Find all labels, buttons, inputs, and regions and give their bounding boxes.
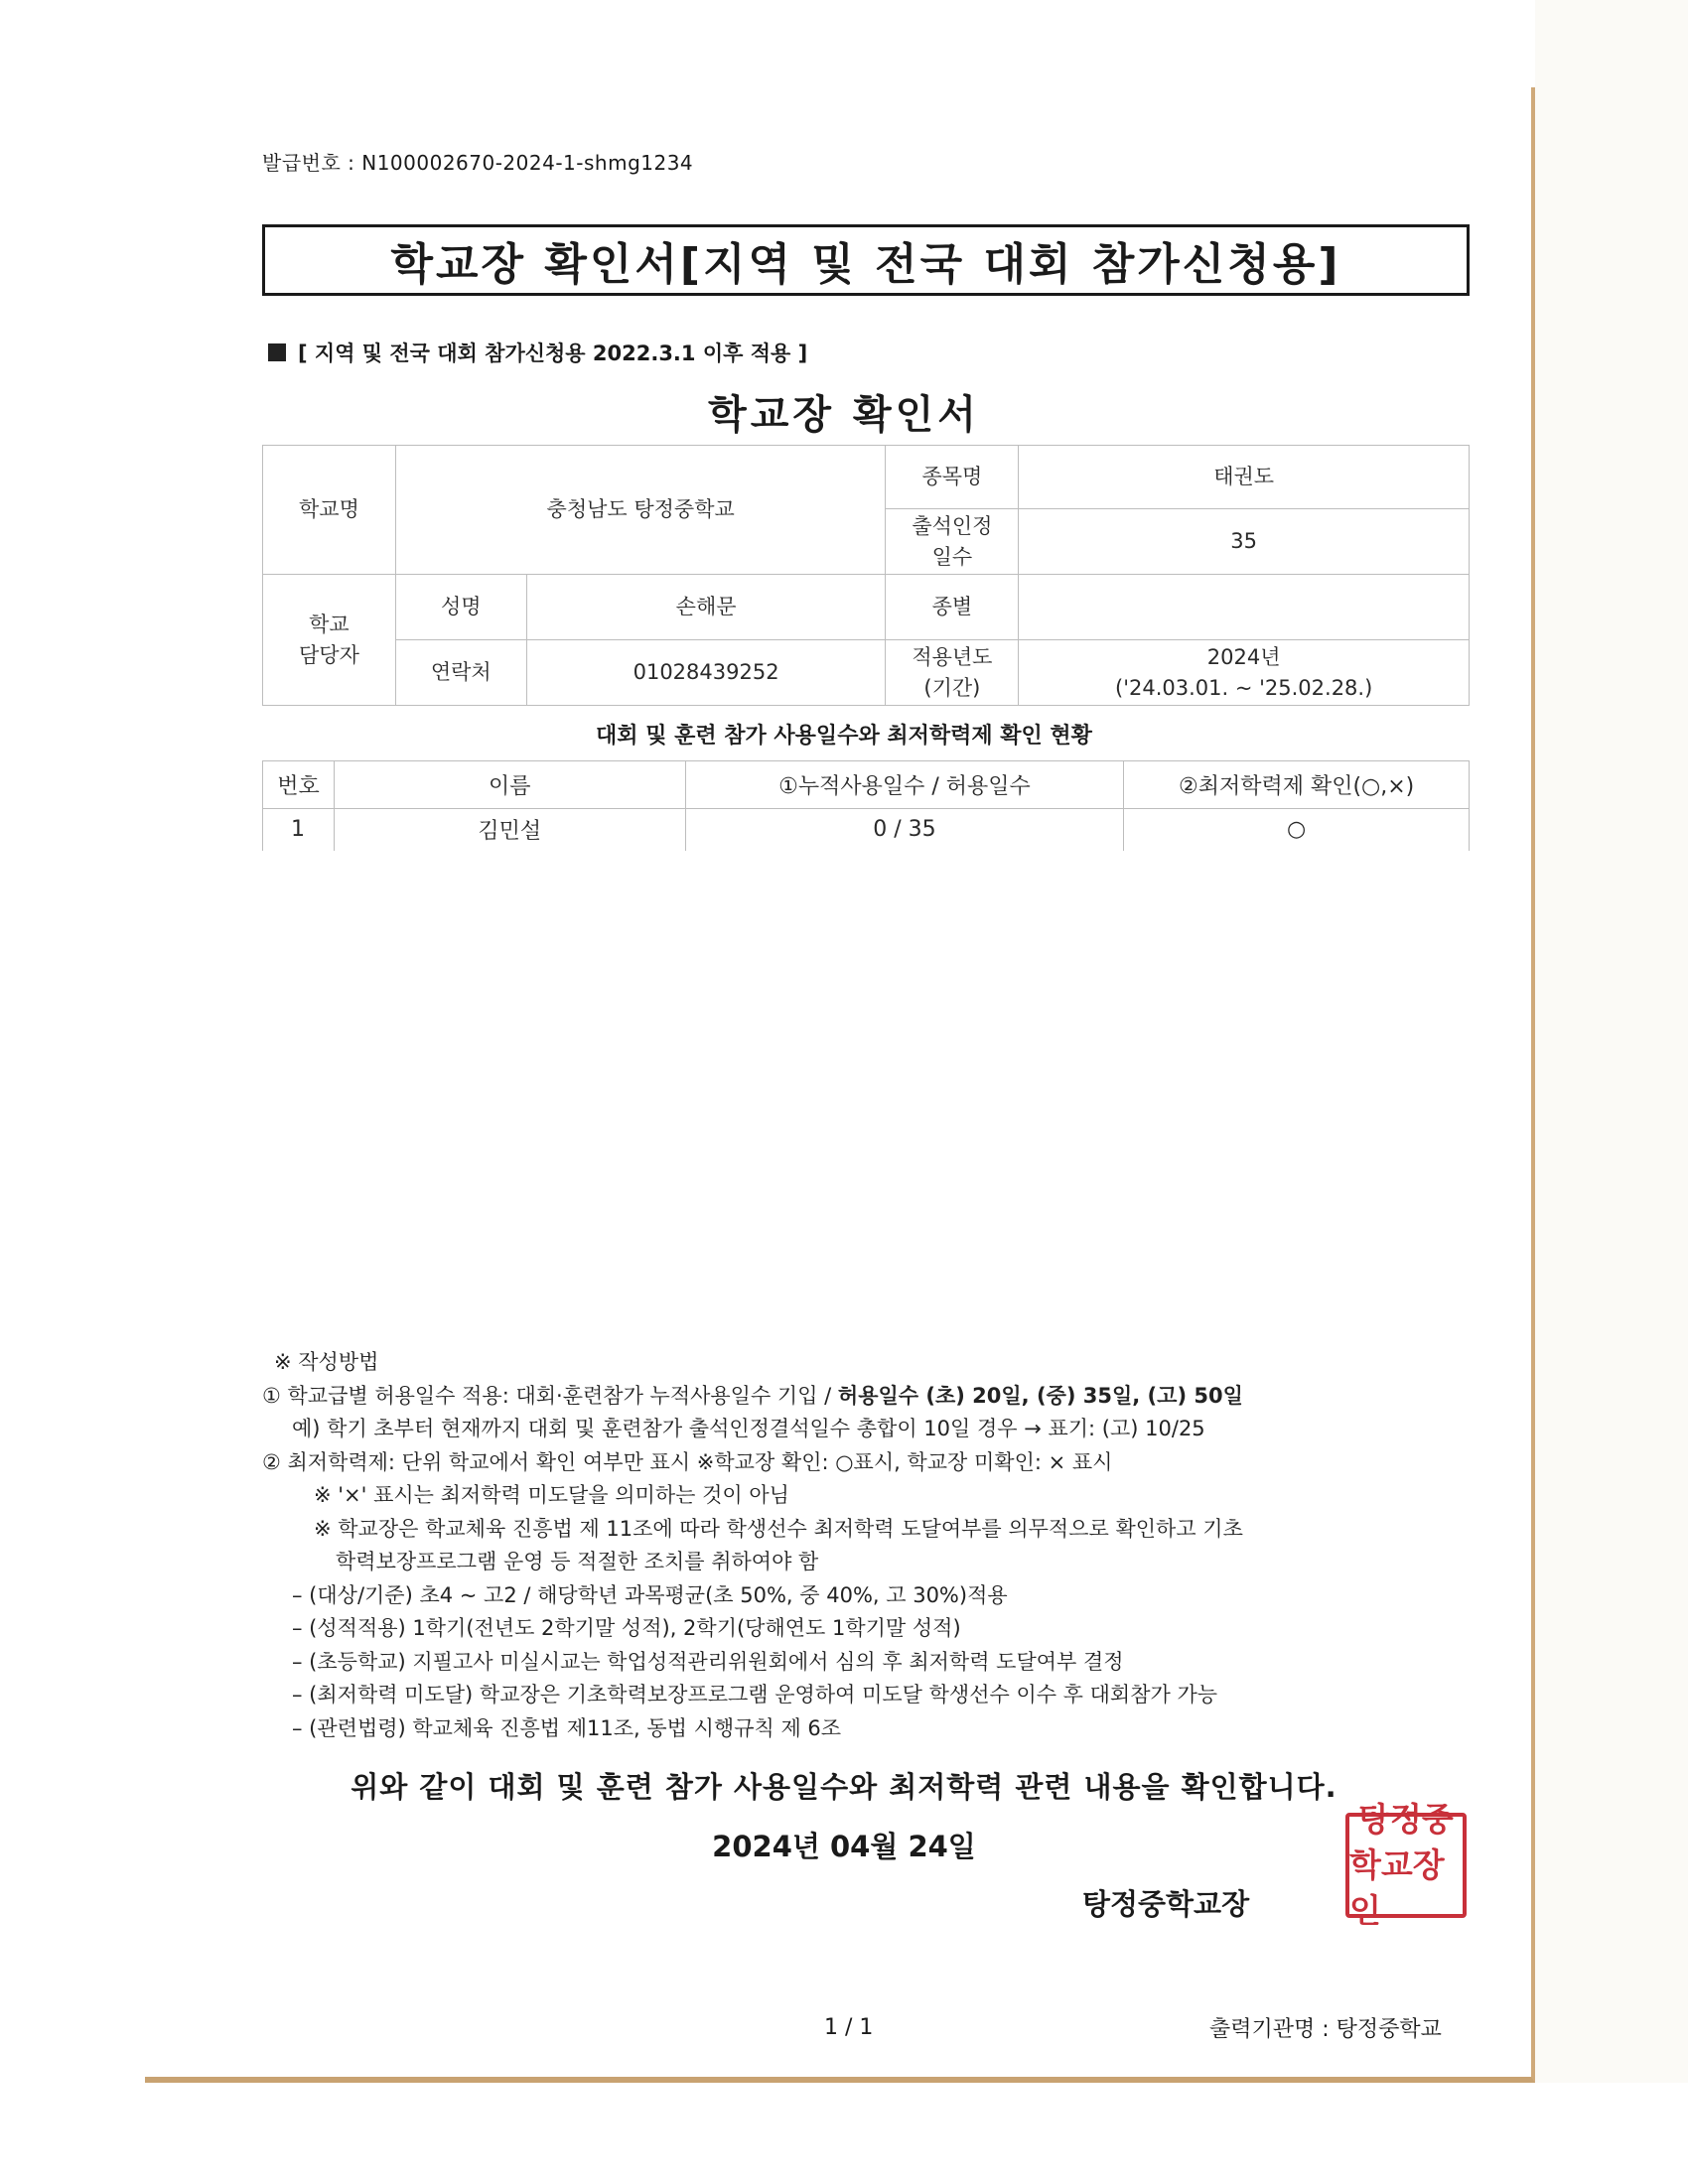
category-label: 종별	[886, 575, 1019, 640]
sub-title: 학교장 확인서	[708, 392, 980, 438]
instructions-line: 예) 학기 초부터 현재까지 대회 및 훈련참가 출석인정결석일수 총합이 10일 경우 → 표기: (고) 10/25	[292, 1417, 1205, 1440]
instructions-heading: ※ 작성방법	[274, 1350, 379, 1374]
square-bullet-icon	[268, 343, 286, 361]
year-label	[886, 640, 1019, 706]
status-table	[262, 760, 1470, 851]
manager-label-line2: 담당자	[299, 642, 359, 667]
instructions-line	[262, 1380, 1243, 1414]
status-header-no: 번호	[263, 761, 335, 809]
status-title: 대회 및 훈련 참가 사용일수와 최저학력제 확인 현황	[596, 724, 1092, 749]
instructions-line: – (최저학력 미도달) 학교장은 기초학력보장프로그램 운영하여 미도달 학생선수 이수 후 대회참가 가능	[292, 1683, 1218, 1706]
instructions-line: ※ 학교장은 학교체육 진흥법 제 11조에 따라 학생선수 최저학력 도달여부를 의무적으로 확인하고 기초	[314, 1516, 1243, 1541]
instructions-line: – (대상/기준) 초4 ~ 고2 / 해당학년 과목평균(초 50%, 중 40%, 고 30%)적용	[292, 1582, 1008, 1607]
instructions-line-text: ① 학교급별 허용일수 적용: 대회·훈련참가 누적사용일수 기입 /	[262, 1383, 838, 1408]
status-header-academic: ②최저학력제 확인(○,×)	[1124, 761, 1470, 809]
year-value	[1019, 640, 1470, 706]
issue-date: 2024년 04월 24일	[712, 1830, 976, 1863]
sport-value: 태권도	[1019, 446, 1470, 509]
page-number: 1 / 1	[824, 2015, 874, 2040]
apply-note-text: [ 지역 및 전국 대회 참가신청용 2022.3.1 이후 적용 ]	[298, 341, 808, 365]
year-label-line1: 적용년도	[912, 645, 993, 670]
instructions-line: – (성적적용) 1학기(전년도 2학기말 성적), 2학기(당해연도 1학기말 성적)	[292, 1616, 961, 1640]
status-cell-no: 1	[263, 809, 335, 851]
manager-label-line1: 학교	[309, 613, 350, 637]
name-label: 성명	[395, 575, 526, 640]
seal-line1: 탕정중	[1358, 1800, 1454, 1839]
attendance-label-line2: 일수	[931, 544, 973, 569]
seal-line2: 학교장인	[1349, 1845, 1445, 1930]
school-seal-stamp	[1345, 1800, 1467, 1930]
instructions-line: – (초등학교) 지필고사 미실시교는 학업성적관리위원회에서 심의 후 최저학력 도달여부 결정	[292, 1649, 1124, 1674]
year-value-line2: ('24.03.01. ~ '25.02.28.)	[1115, 675, 1373, 700]
apply-note	[268, 338, 807, 367]
contact-value: 01028439252	[526, 640, 886, 706]
issue-number: 발급번호 : N100002670-2024-1-shmg1234	[262, 151, 694, 175]
school-value: 충청남도 탕정중학교	[395, 446, 886, 575]
status-cell-academic: ○	[1124, 809, 1470, 851]
instructions-line: ※ '×' 표시는 최저학력 미도달을 의미하는 것이 아님	[314, 1483, 789, 1507]
info-table	[262, 445, 1470, 706]
instructions-allowed-days: 허용일수 (초) 20일, (중) 35일, (고) 50일	[837, 1383, 1243, 1408]
instructions-line: ② 최저학력제: 단위 학교에서 확인 여부만 표시 ※학교장 확인: ○표시, 학교장 미확인: × 표시	[262, 1449, 1113, 1474]
status-header-days: ①누적사용일수 / 허용일수	[685, 761, 1124, 809]
table-row	[263, 809, 1470, 851]
category-value	[1019, 575, 1470, 640]
status-cell-name: 김민설	[334, 809, 685, 851]
status-header-name: 이름	[334, 761, 685, 809]
name-value: 손해문	[526, 575, 886, 640]
document-title: 학교장 확인서[지역 및 전국 대회 참가신청용]	[262, 224, 1470, 296]
manager-label	[263, 575, 396, 706]
year-value-line1: 2024년	[1206, 645, 1281, 670]
confirmation-statement: 위와 같이 대회 및 훈련 참가 사용일수와 최저학력 관련 내용을 확인합니다.	[351, 1770, 1337, 1804]
attendance-label-line1: 출석인정	[912, 514, 993, 539]
sport-label: 종목명	[886, 446, 1019, 509]
background-bottom	[0, 2083, 1688, 2184]
principal-name: 탕정중학교장	[1082, 1887, 1250, 1921]
year-label-line2: (기간)	[923, 675, 981, 700]
attendance-value: 35	[1019, 509, 1470, 575]
instructions-line: – (관련법령) 학교체육 진흥법 제11조, 동법 시행규칙 제 6조	[292, 1715, 842, 1740]
instructions	[262, 1346, 1243, 1745]
output-organization: 출력기관명 : 탕정중학교	[1209, 2017, 1442, 2042]
school-label: 학교명	[263, 446, 396, 575]
attendance-label	[886, 509, 1019, 575]
status-cell-days: 0 / 35	[685, 809, 1124, 851]
contact-label: 연락처	[395, 640, 526, 706]
instructions-line: 학력보장프로그램 운영 등 적절한 조치를 취하여야 함	[336, 1550, 819, 1573]
